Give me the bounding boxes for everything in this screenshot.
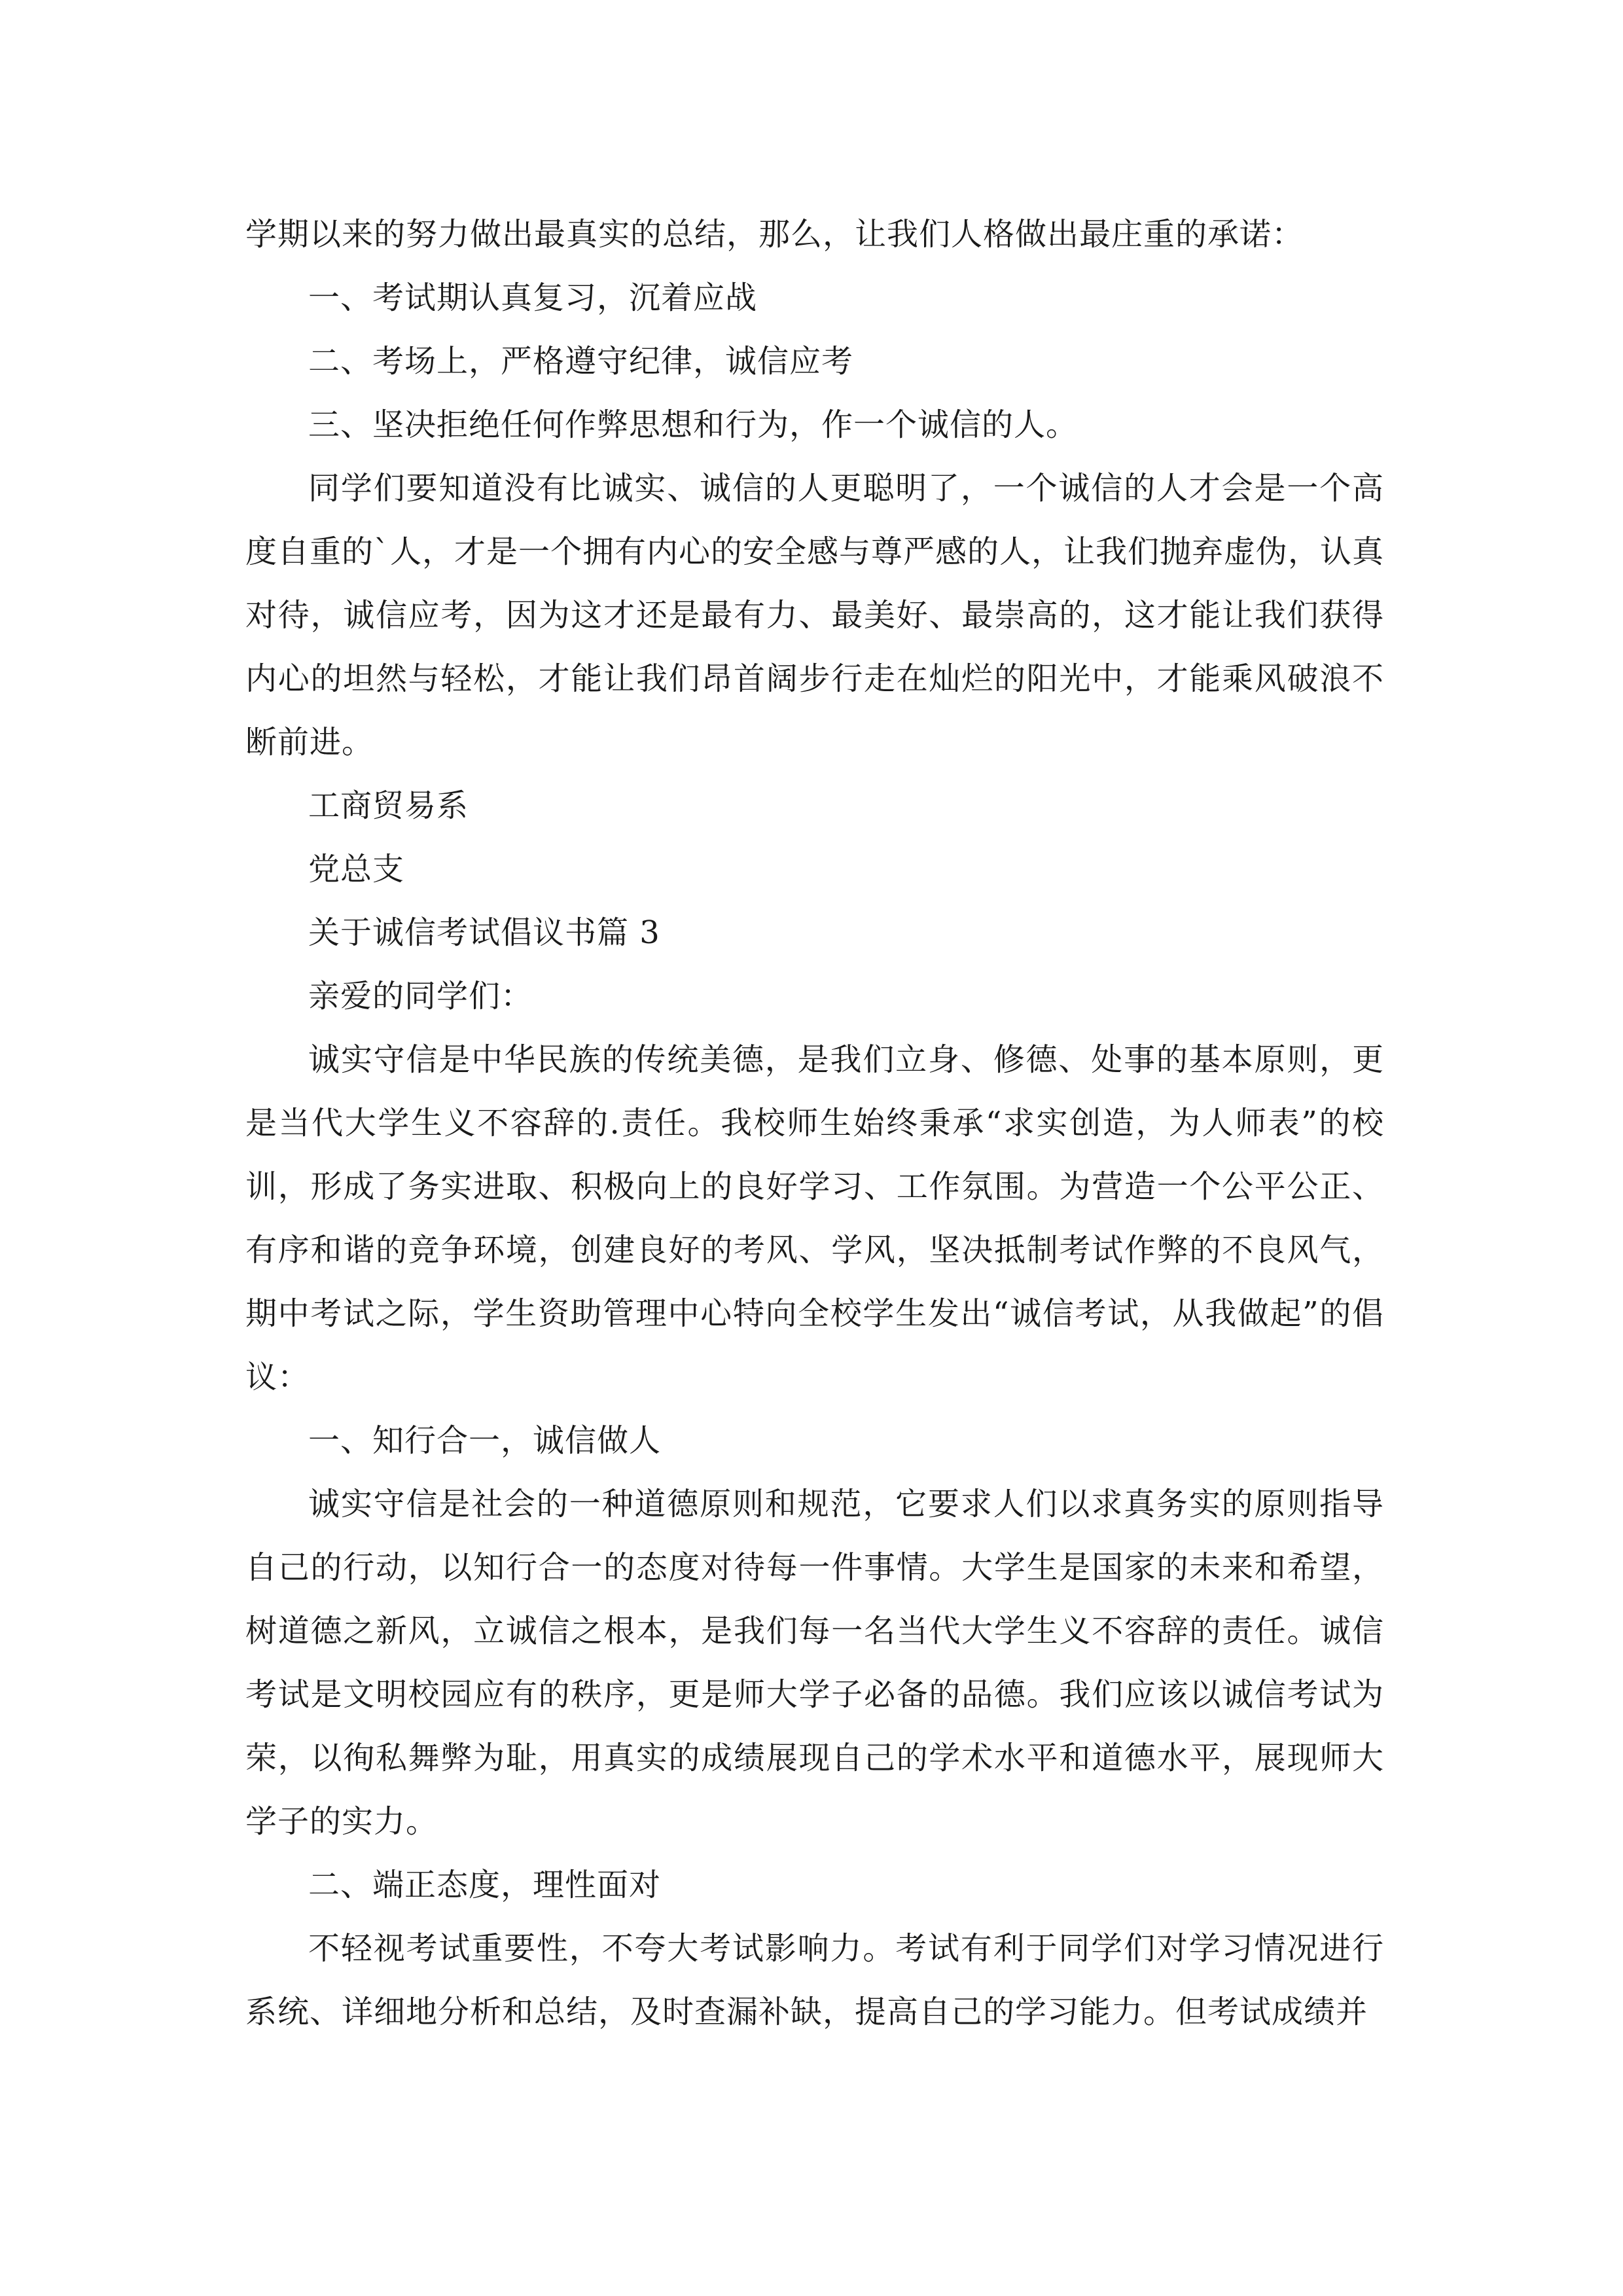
paragraph-continuation: 学期以来的努力做出最真实的总结，那么，让我们人格做出最庄重的承诺： (245, 216, 1304, 253)
signature-party-branch: 党总支 (308, 851, 405, 888)
paragraph-intro: 诚实守信是中华民族的传统美德，是我们立身、修德、处事的基本原则，更是当代大学生义不容辞的.责任。我校师生始终秉承“求实创造，为人师表”的校训，形成了务实进取、积极向上的良好学习、工作氛围。为营造一个公平公正、有序和谐的竞争环境，创建良好的考风、学风，坚决抵制考试作弊的不良风气，期中考试之际，学生资助管理中心特向全校学生发出“诚信考试，从我做起”的倡议： (245, 1041, 1384, 1395)
paragraph-point-2: 不轻视考试重要性，不夸大考试影响力。考试有利于同学们对学习情况进行系统、详细地分析和总结，及时查漏补缺，提高自己的学习能力。但考试成绩并 (245, 1930, 1384, 2030)
heading-point-1: 一、知行合一，诚信做人 (308, 1422, 662, 1459)
document-body (245, 203, 1384, 2044)
section-title: 关于诚信考试倡议书篇 3 (308, 914, 660, 951)
heading-point-2: 二、端正态度，理性面对 (308, 1867, 662, 1903)
paragraph-honesty: 同学们要知道没有比诚实、诚信的人更聪明了，一个诚信的人才会是一个高度自重的`人，才是一个拥有内心的安全感与尊严感的人，让我们抛弃虚伪，认真对待，诚信应考，因为这才还是最有力、最美好、最崇高的，这才能让我们获得内心的坦然与轻松，才能让我们昂首阔步行走在灿烂的阳光中，才能乘风破浪不断前进。 (245, 470, 1385, 761)
pledge-item-3: 三、坚决拒绝任何作弊思想和行为，作一个诚信的人。 (308, 406, 1079, 443)
pledge-item-1: 一、考试期认真复习，沉着应战 (308, 279, 758, 316)
paragraph-point-1: 诚实守信是社会的一种道德原则和规范，它要求人们以求真务实的原则指导自己的行动，以知行合一的态度对待每一件事情。大学生是国家的未来和希望，树道德之新风，立诚信之根本，是我们每一名当代大学生义不容辞的责任。诚信考试是文明校园应有的秩序，更是师大学子必备的品德。我们应该以诚信考试为荣，以徇私舞弊为耻，用真实的成绩展现自己的学术水平和道德水平，展现师大学子的实力。 (245, 1486, 1384, 1840)
salutation: 亲爱的同学们： (308, 978, 533, 1014)
pledge-item-2: 二、考场上，严格遵守纪律，诚信应考 (308, 343, 854, 380)
signature-department: 工商贸易系 (308, 787, 469, 824)
